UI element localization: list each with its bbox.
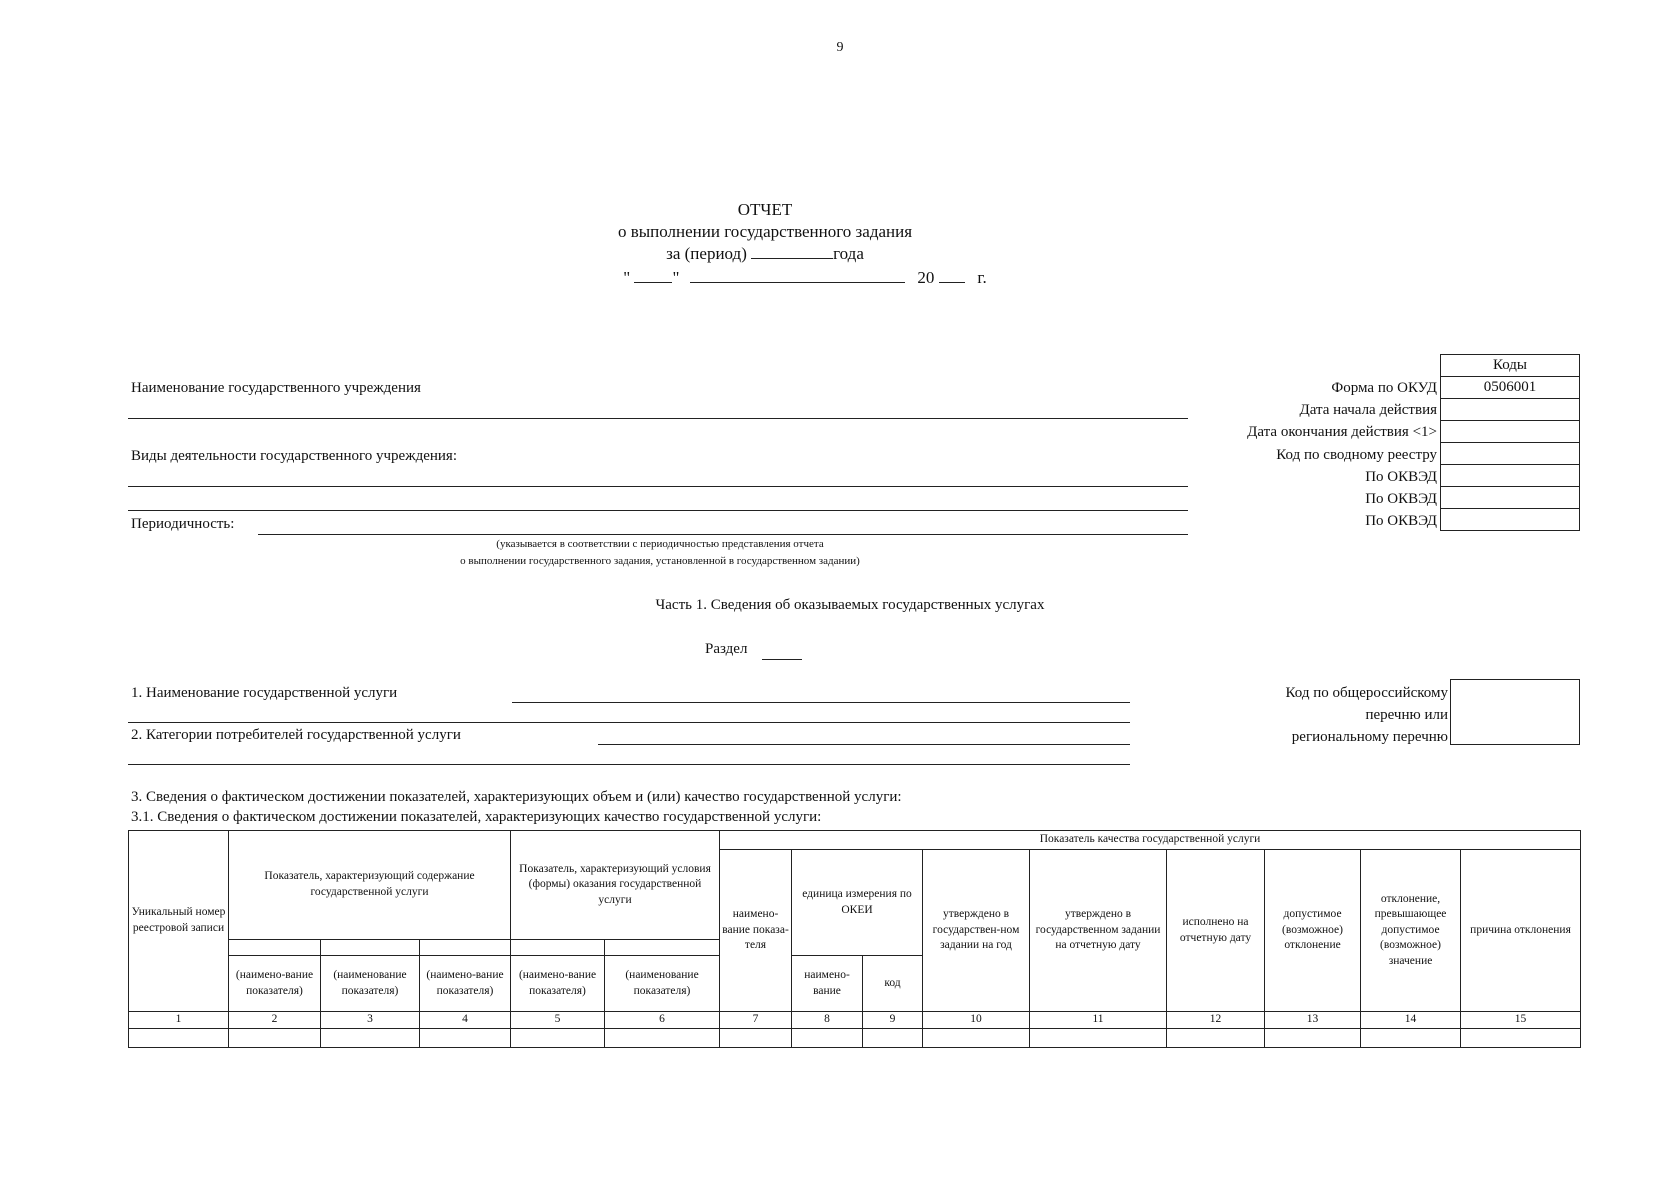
registry-code-label-2: перечню или [1365,707,1448,723]
col-number: 10 [923,1012,1030,1029]
data-cell[interactable] [1361,1028,1461,1047]
codes-cell-okud[interactable]: 0506001 [1441,377,1580,399]
data-cell[interactable] [1030,1028,1167,1047]
service-name-line[interactable] [512,702,1130,703]
empty-cell [321,940,420,956]
report-subtitle: о выполнении государственного задания [617,222,913,241]
period-prefix: за (период) [666,244,747,263]
codes-header: Коды [1441,355,1580,377]
codes-cell[interactable] [1441,509,1580,531]
group-quality: Показатель качества государственной услуги [720,831,1581,850]
sub-name-4: (наимено-вание показателя) [420,956,511,1012]
section-label: Раздел [705,641,748,657]
codes-cell[interactable] [1441,421,1580,443]
data-cell[interactable] [420,1028,511,1047]
codes-cell[interactable] [1441,443,1580,465]
quote-close: " [672,268,680,287]
sub-name-5: (наимено-вание показателя) [511,956,605,1012]
codes-label: По ОКВЭД [1365,490,1437,507]
data-cell[interactable] [1461,1028,1581,1047]
periodicity-note [400,536,920,569]
consumers-label: 2. Категории потребителей государственной услуги [131,727,461,743]
empty-cell [229,940,321,956]
quality-table [128,830,1581,1048]
registry-code-label [1286,682,1448,748]
service-name-label: 1. Наименование государственной услуги [131,685,398,701]
consumers-line-2[interactable] [128,764,1130,765]
data-cell[interactable] [792,1028,863,1047]
codes-cell[interactable] [1441,399,1580,421]
col-number: 5 [511,1012,605,1029]
data-cell[interactable] [129,1028,229,1047]
col-number: 7 [720,1012,792,1029]
sub-name-2: (наимено-вание показателя) [229,956,321,1012]
col-done: исполнено на отчетную дату [1167,850,1265,1012]
data-cell[interactable] [321,1028,420,1047]
item-31-label: 3.1. Сведения о фактическом достижении показателей, характеризующих качество государственной услуги: [131,809,822,825]
col-number: 4 [420,1012,511,1029]
codes-table [1440,354,1580,531]
codes-label: Дата окончания действия <1> [1247,424,1437,441]
data-cell[interactable] [923,1028,1030,1047]
codes-labels [1247,377,1437,532]
consumers-line[interactable] [598,744,1130,745]
col-approved-year: утверждено в государствен-ном задании на год [923,850,1030,1012]
periodicity-note-line-2: о выполнении государственного задания, установленной в государственном задании) [460,554,860,567]
data-cell[interactable] [863,1028,923,1047]
codes-label: Код по сводному реестру [1276,446,1437,463]
year-prefix: 20 [917,268,935,287]
empty-cell [605,940,720,956]
col-number: 6 [605,1012,720,1029]
activity-line-2[interactable] [128,510,1188,511]
col-number: 2 [229,1012,321,1029]
codes-label: По ОКВЭД [1365,513,1437,530]
empty-cell [511,940,605,956]
col-indicator-name: наимено-вание показа-теля [720,850,792,1012]
periodicity-note-line-1: (указывается в соответствии с периодичностью представления отчета [496,538,824,550]
col-unit-code: код [863,956,923,1012]
registry-code-label-1: Код по общероссийскому [1285,685,1448,701]
codes-label: По ОКВЭД [1365,468,1437,485]
col-unit-name: наимено-вание [792,956,863,1012]
report-period [0,244,1530,264]
month-field[interactable] [690,268,905,283]
registry-code-label-3: региональному перечню [1291,729,1448,745]
col-number: 9 [863,1012,923,1029]
data-cell[interactable] [1265,1028,1361,1047]
registry-code-box[interactable] [1450,679,1580,745]
data-cell[interactable] [229,1028,321,1047]
col-number: 13 [1265,1012,1361,1029]
col-allowed: допустимое (возможное) отклонение [1265,850,1361,1012]
sub-name-3: (наименование показателя) [321,956,420,1012]
year-suffix: г. [977,268,987,287]
col-reason: причина отклонения [1461,850,1581,1012]
group-content: Показатель, характеризующий содержание государственной услуги [229,831,511,940]
page-number: 9 [836,40,844,55]
periodicity-label: Периодичность: [131,516,235,532]
data-cell[interactable] [720,1028,792,1047]
quote-open: " [623,268,631,287]
institution-name-line[interactable] [128,418,1188,419]
codes-label: Дата начала действия [1299,402,1437,419]
col-unique-number: Уникальный номер реестровой записи [129,831,229,1012]
report-date [40,268,1570,288]
period-suffix: года [833,244,864,263]
codes-cell[interactable] [1441,487,1580,509]
year-field[interactable] [939,268,965,283]
periodicity-line[interactable] [258,534,1188,535]
codes-cell[interactable] [1441,465,1580,487]
col-number: 1 [129,1012,229,1029]
col-number: 12 [1167,1012,1265,1029]
section-number-line[interactable] [762,659,802,660]
col-exceed: отклонение, превышающее допустимое (возможное) значение [1361,850,1461,1012]
col-unit: единица измерения по ОКЕИ [792,850,923,956]
part-title: Часть 1. Сведения об оказываемых государственных услугах [655,597,1045,613]
service-name-line-2[interactable] [128,722,1130,723]
col-approved-date: утверждено в государственном задании на отчетную дату [1030,850,1167,1012]
col-number: 8 [792,1012,863,1029]
col-number: 3 [321,1012,420,1029]
sub-name-6: (наименование показателя) [605,956,720,1012]
col-number: 11 [1030,1012,1167,1029]
codes-label: Форма по ОКУД [1331,380,1437,396]
period-field[interactable] [751,244,833,259]
col-number: 14 [1361,1012,1461,1029]
col-number: 15 [1461,1012,1581,1029]
institution-name-label: Наименование государственного учреждения [131,380,421,396]
day-field[interactable] [634,268,672,283]
activity-label: Виды деятельности государственного учреждения: [131,448,457,464]
item-3-label: 3. Сведения о фактическом достижении показателей, характеризующих объем и (или) качество государственной услуги: [131,789,902,805]
group-conditions: Показатель, характеризующий условия (формы) оказания государственной услуги [511,831,720,940]
data-cell[interactable] [511,1028,605,1047]
report-title: ОТЧЕТ [737,200,793,219]
activity-line-1[interactable] [128,486,1188,487]
data-cell[interactable] [1167,1028,1265,1047]
data-cell[interactable] [605,1028,720,1047]
empty-cell [420,940,511,956]
